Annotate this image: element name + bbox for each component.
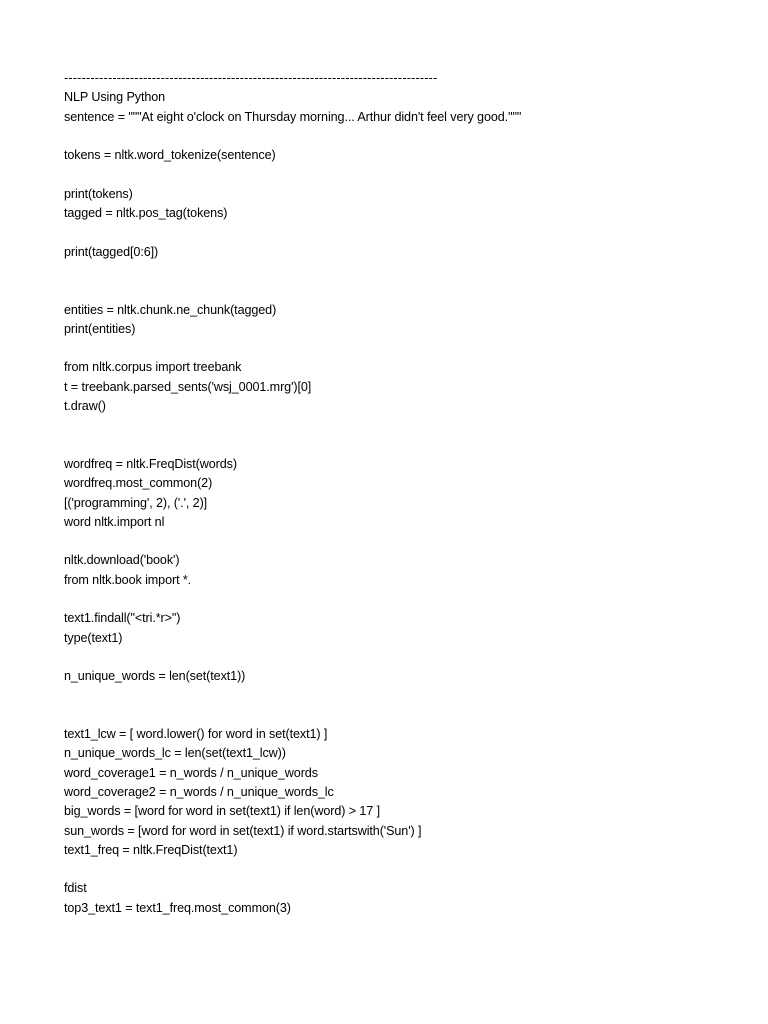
document-body <box>64 69 744 918</box>
separator-line: ------------------------------------------------------------------------------------- <box>64 71 438 85</box>
text-line: tagged = nltk.pos_tag(tokens) <box>64 206 228 221</box>
blank-line <box>64 687 744 706</box>
blank-line <box>64 590 744 609</box>
blank-line <box>64 339 744 358</box>
text-line: type(text1) <box>64 630 123 645</box>
text-line: wordfreq.most_common(2) <box>64 476 213 491</box>
text-line: tokens = nltk.word_tokenize(sentence) <box>64 148 276 163</box>
text-line: fdist <box>64 881 87 896</box>
blank-line <box>64 127 744 146</box>
text-line: nltk.download('book') <box>64 553 180 568</box>
text-line: sun_words = [word for word in set(text1) if word.startswith('Sun') ] <box>64 823 422 838</box>
blank-line <box>64 706 744 725</box>
blank-line <box>64 223 744 242</box>
text-line: print(entities) <box>64 321 136 336</box>
text-line: entities = nltk.chunk.ne_chunk(tagged) <box>64 302 277 317</box>
text-line: n_unique_words = len(set(text1)) <box>64 669 246 684</box>
blank-line <box>64 416 744 435</box>
text-line: print(tokens) <box>64 186 133 201</box>
blank-line <box>64 532 744 551</box>
text-line: from nltk.corpus import treebank <box>64 360 242 375</box>
blank-line <box>64 436 744 455</box>
text-line: [('programming', 2), ('.', 2)] <box>64 495 208 510</box>
text-line: text1.findall("<tri.*r>") <box>64 611 181 626</box>
text-line: print(tagged[0:6]) <box>64 244 159 259</box>
blank-line <box>64 281 744 300</box>
text-line: t = treebank.parsed_sents('wsj_0001.mrg')[0] <box>64 379 312 394</box>
text-line: top3_text1 = text1_freq.most_common(3) <box>64 900 291 915</box>
text-line: text1_lcw = [ word.lower() for word in set(text1) ] <box>64 727 328 742</box>
blank-line <box>64 165 744 184</box>
text-line: wordfreq = nltk.FreqDist(words) <box>64 456 237 471</box>
text-line: t.draw() <box>64 399 106 414</box>
blank-line <box>64 262 744 281</box>
text-line: text1_freq = nltk.FreqDist(text1) <box>64 842 238 857</box>
text-line: n_unique_words_lc = len(set(text1_lcw)) <box>64 746 286 761</box>
blank-line <box>64 648 744 667</box>
blank-line <box>64 860 744 879</box>
text-line: word_coverage1 = n_words / n_unique_words <box>64 765 318 780</box>
text-line: from nltk.book import *. <box>64 572 192 587</box>
text-line: big_words = [word for word in set(text1) if len(word) > 17 ] <box>64 804 380 819</box>
text-line: word_coverage2 = n_words / n_unique_words_lc <box>64 784 334 799</box>
text-line: word nltk.import nl <box>64 514 165 529</box>
document-title: NLP Using Python <box>64 90 166 105</box>
text-line: sentence = """At eight o'clock on Thursday morning... Arthur didn't feel very good.""" <box>64 109 522 124</box>
